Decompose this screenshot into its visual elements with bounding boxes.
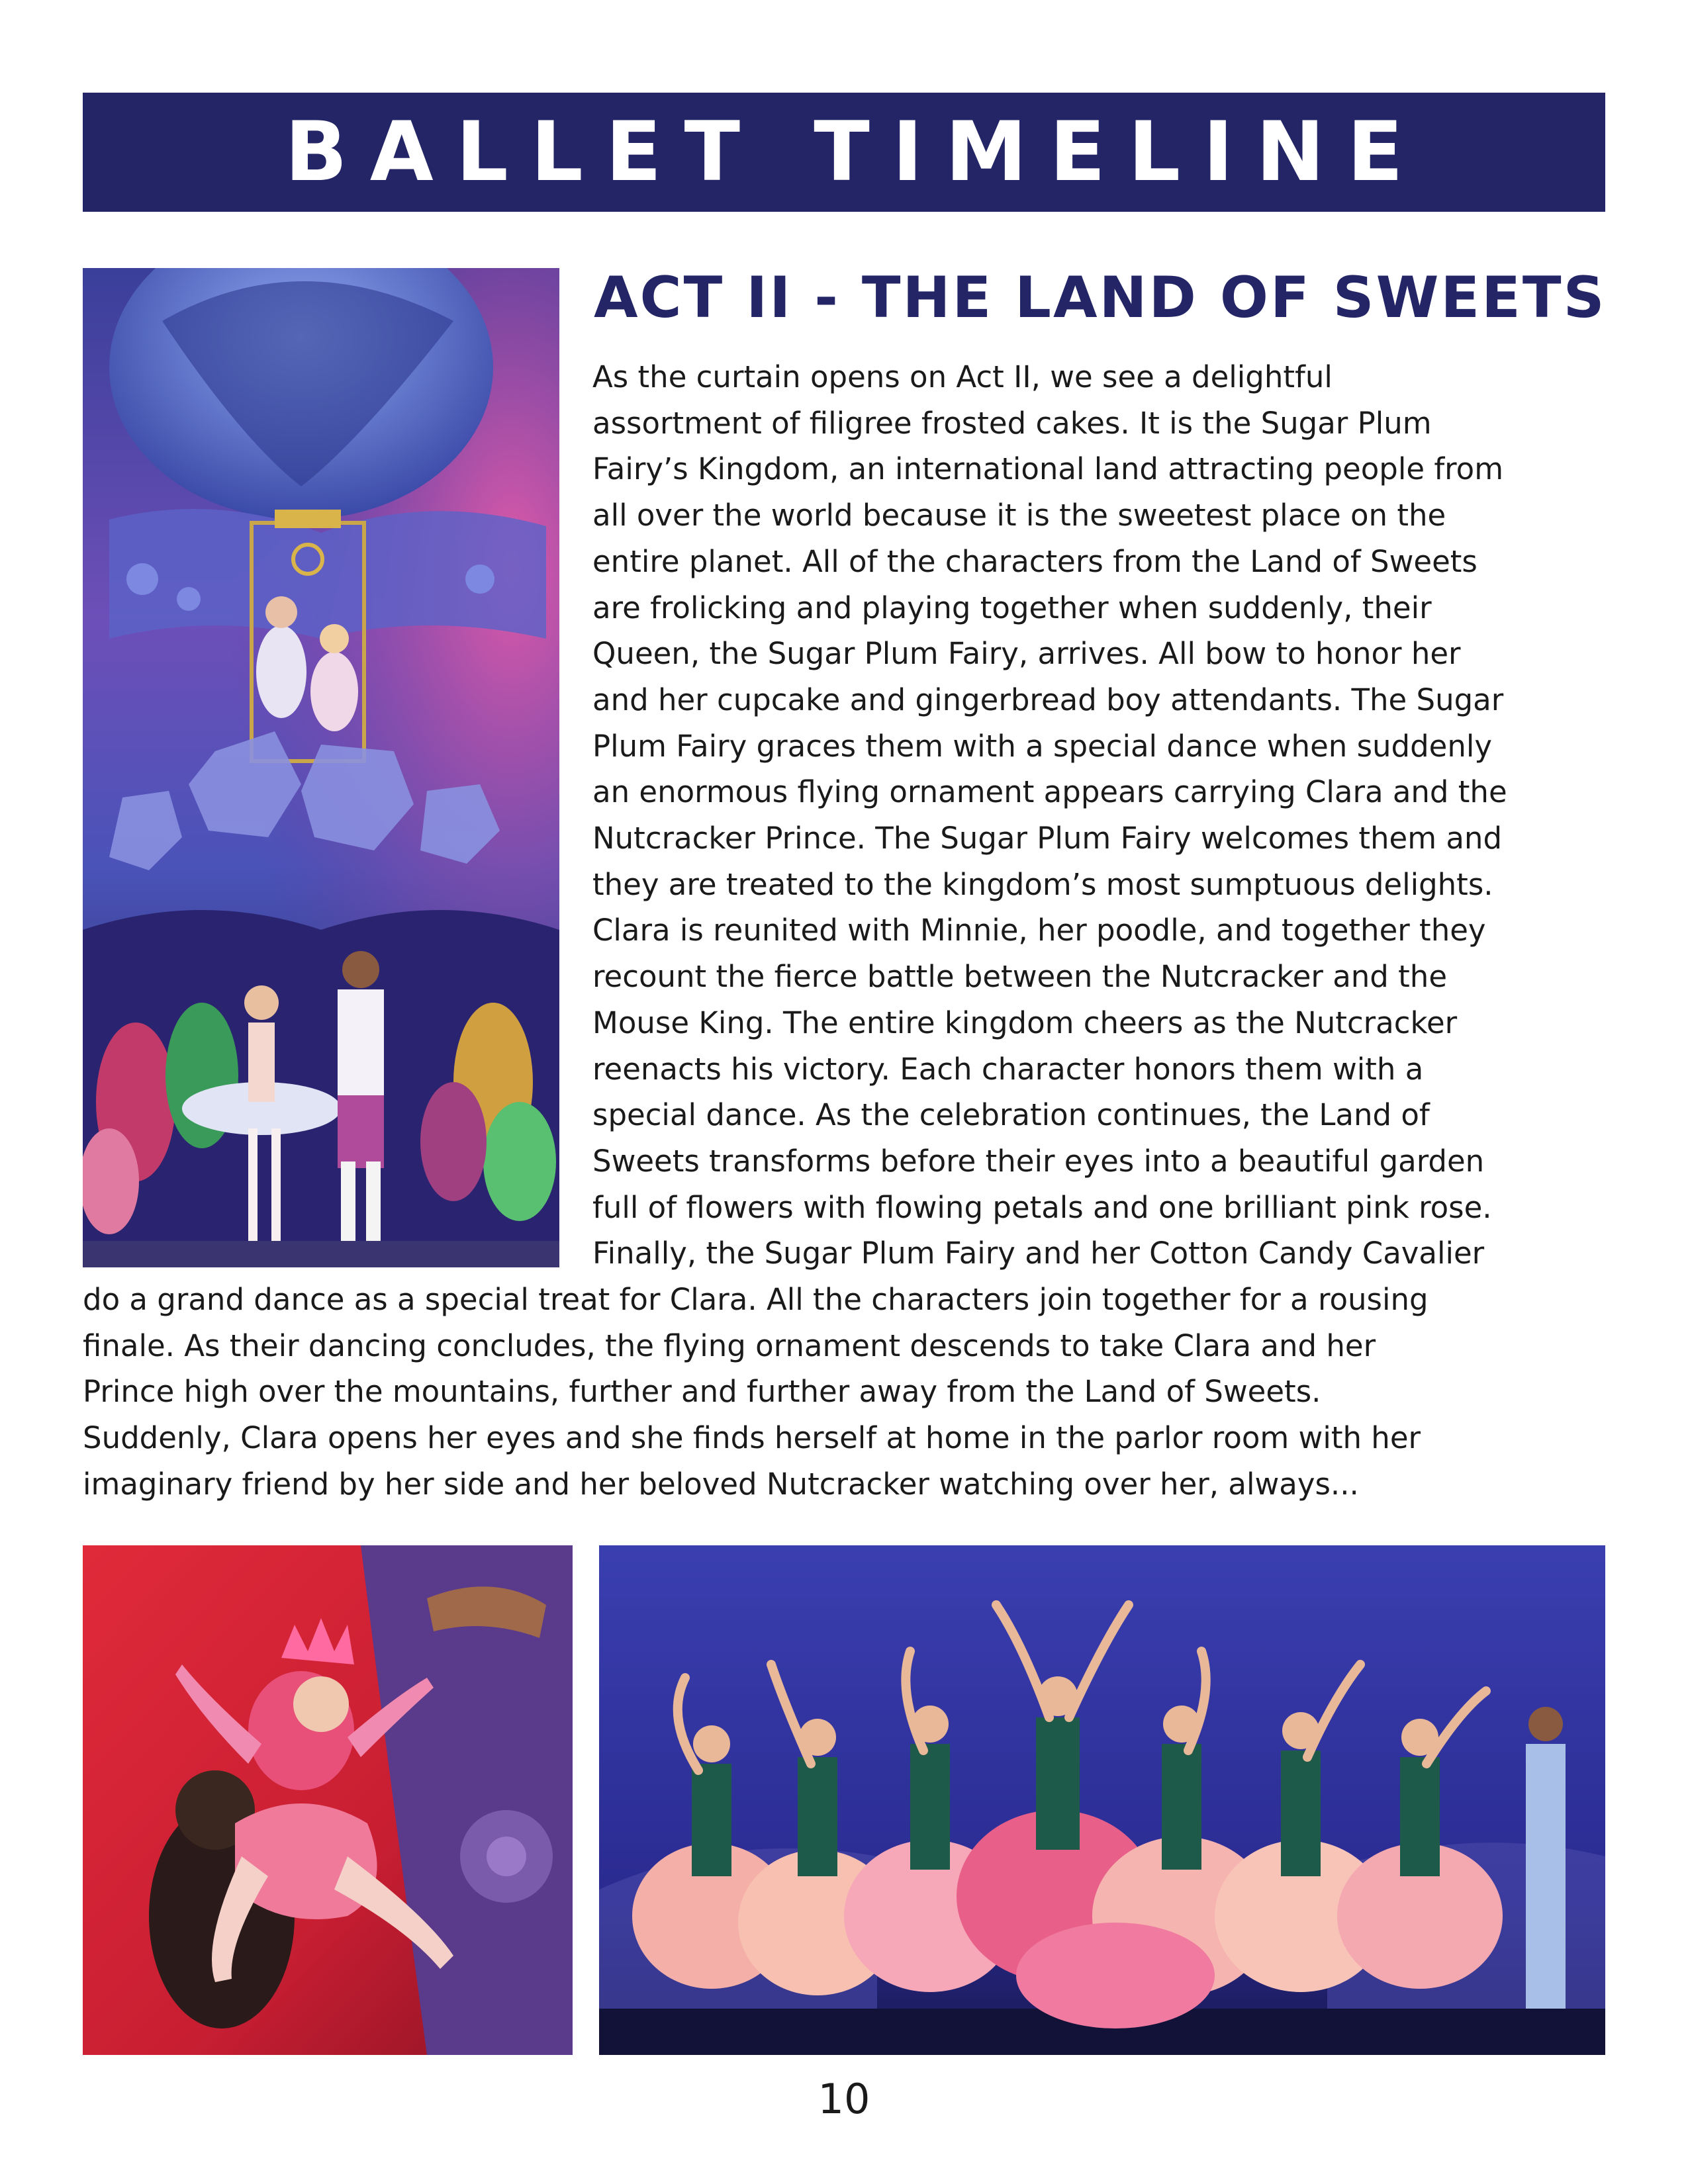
paragraph-line: Sweets transforms before their eyes into a beautiful garden bbox=[592, 1143, 1485, 1179]
paragraph-line: Suddenly, Clara opens her eyes and she finds herself at home in the parlor room with her bbox=[83, 1420, 1421, 1456]
stage-photo-main bbox=[83, 268, 559, 1267]
dancer-photo-leap bbox=[83, 1545, 573, 2055]
paragraph-line: Prince high over the mountains, further and further away from the Land of Sweets. bbox=[83, 1374, 1321, 1410]
paragraph-line: do a grand dance as a special treat for Clara. All the characters join together for a rousing bbox=[83, 1282, 1429, 1317]
title-banner bbox=[83, 93, 1605, 212]
paragraph-line: special dance. As the celebration continues, the Land of bbox=[592, 1097, 1430, 1133]
stage-photo-main-image bbox=[83, 268, 559, 1267]
section-paragraph-bottom bbox=[83, 1277, 1615, 1508]
dancer-photo-flowers bbox=[599, 1545, 1605, 2055]
paragraph-line: imaginary friend by her side and her beloved Nutcracker watching over her, always... bbox=[83, 1466, 1359, 1502]
paragraph-line: Fairy’s Kingdom, an international land attracting people from bbox=[592, 451, 1504, 487]
paragraph-line: all over the world because it is the sweetest place on the bbox=[592, 498, 1446, 533]
paragraph-line: an enormous flying ornament appears carrying Clara and the bbox=[592, 774, 1507, 810]
paragraph-line: recount the fierce battle between the Nutcracker and the bbox=[592, 959, 1448, 995]
paragraph-line: finale. As their dancing concludes, the flying ornament descends to take Clara and her bbox=[83, 1328, 1376, 1363]
paragraph-line: As the curtain opens on Act II, we see a delightful bbox=[592, 359, 1333, 394]
paragraph-line: Nutcracker Prince. The Sugar Plum Fairy welcomes them and bbox=[592, 821, 1503, 856]
paragraph-line: full of flowers with flowing petals and one brilliant pink rose. bbox=[592, 1189, 1492, 1225]
paragraph-line: Clara is reunited with Minnie, her poodle, and together they bbox=[592, 913, 1486, 948]
section-heading: ACT II - THE LAND OF SWEETS bbox=[594, 265, 1607, 331]
paragraph-line: reenacts his victory. Each character honors them with a bbox=[592, 1051, 1424, 1087]
page-title: BALLET TIMELINE bbox=[285, 105, 1426, 200]
page-number: 10 bbox=[818, 2075, 870, 2123]
dancer-photo-leap-image bbox=[83, 1545, 573, 2055]
paragraph-line: are frolicking and playing together when suddenly, their bbox=[592, 590, 1432, 625]
paragraph-line: assortment of filigree frosted cakes. It is the Sugar Plum bbox=[592, 405, 1432, 441]
paragraph-line: they are treated to the kingdom’s most sumptuous delights. bbox=[592, 866, 1493, 902]
paragraph-line: Mouse King. The entire kingdom cheers as the Nutcracker bbox=[592, 1005, 1458, 1040]
dancer-photo-flowers-image bbox=[599, 1545, 1605, 2055]
section-paragraph-top bbox=[592, 354, 1615, 1277]
paragraph-line: Finally, the Sugar Plum Fairy and her Cotton Candy Cavalier bbox=[592, 1236, 1485, 1271]
paragraph-line: and her cupcake and gingerbread boy attendants. The Sugar bbox=[592, 682, 1504, 717]
paragraph-line: entire planet. All of the characters from the Land of Sweets bbox=[592, 543, 1477, 579]
paragraph-line: Plum Fairy graces them with a special dance when suddenly bbox=[592, 728, 1493, 764]
paragraph-line: Queen, the Sugar Plum Fairy, arrives. All bow to honor her bbox=[592, 636, 1461, 672]
